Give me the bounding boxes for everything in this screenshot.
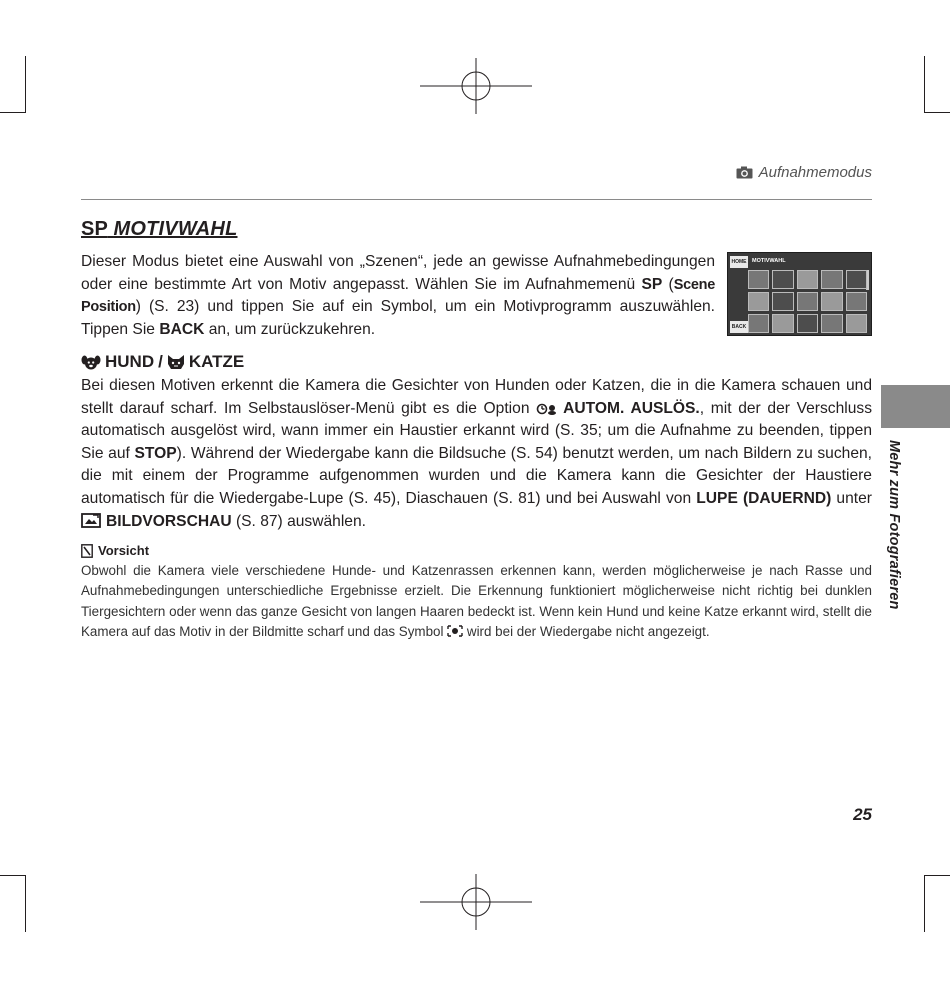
- home-button: HOME: [730, 256, 748, 268]
- chapter-tab: [881, 385, 950, 428]
- scene-thumbnail: [772, 270, 793, 289]
- scene-thumbnail: [748, 270, 769, 289]
- crop-mark: [924, 875, 950, 876]
- scene-grid: [748, 270, 867, 333]
- chapter-tab-label: Mehr zum Fotografieren: [886, 440, 902, 610]
- camera-screen-illustration: [727, 252, 872, 336]
- screen-title: MOTIVWAHL: [752, 258, 786, 264]
- scene-thumbnail: [821, 292, 842, 311]
- scene-thumbnail: [772, 292, 793, 311]
- section-heading-hund-katze: HUND / KATZE: [81, 352, 244, 372]
- scene-thumbnail: [797, 292, 818, 311]
- cat-icon: [167, 354, 185, 371]
- page-title: SP MOTIVWAHL: [81, 218, 238, 240]
- back-button: BACK: [730, 321, 748, 333]
- pet-detection-icon: [447, 625, 463, 637]
- scene-thumbnail: [821, 270, 842, 289]
- intro-paragraph: Dieser Modus bietet eine Auswahl von „Szenen“, jede an gewisse Aufnahmebedingungen oder eine bestimmte Art von Motiv angepasst. Wählen Sie im Aufnahmemenü SP (Scene Position) (S. 23) und tippen Sie auf ein Symbol, um ein Motivprogramm auszuwählen. Tippen Sie BACK an, um zurückzukehren.: [81, 253, 715, 338]
- playback-icon: [81, 513, 101, 528]
- caution-text: Obwohl die Kamera viele verschiedene Hunde- und Katzenrassen erkennen kann, werden möglicherweise je nach Rasse und Aufnahmebedingungen unterschiedliche Ergebnisse erzielt. Die Erkennung funktioniert möglicherweise nicht richtig bei dunklen Tiergesichtern oder wenn das ganze Gesicht von langen Haaren bedeckt ist. Wenn kein Hund und keine Katze erkannt wird, stellt die Kamera auf das Motiv in der Bildmitte scharf und das Symbol wird bei der Wiedergabe nicht angezeigt.: [81, 563, 872, 640]
- registration-mark-bottom: [420, 874, 532, 930]
- self-timer-pet-icon: [536, 401, 560, 415]
- body-paragraph: Bei diesen Motiven erkennt die Kamera die Gesichter von Hunden oder Katzen, die in die Kamera schauen und stellt darauf scharf. Im Selbstauslöser-Menü gibt es die Option AUTOM. AUSLÖS., mit der der Verschluss automatisch ausgelöst wird, wann immer ein Haustier erkannt wird (S. 35; um die Aufnahme zu beenden, tippen Sie auf STOP). Während der Wiedergabe kann die Bildsuche (S. 54) benutzt werden, um nach Bildern zu suchen, die mit einem der Programme aufgenommen wurden und die Kamera kann die Gesichter der Haustiere automatisch für die Wiedergabe-Lupe (S. 45), Diaschauen (S. 81) und bei Auswahl von LUPE (DAUERND) unter BILDVORSCHAU (S. 87) auswählen.: [81, 377, 872, 530]
- scene-thumbnail: [797, 314, 818, 333]
- scene-thumbnail: [748, 292, 769, 311]
- scene-thumbnail: [846, 314, 867, 333]
- scene-thumbnail: [846, 270, 867, 289]
- header-rule: [81, 199, 872, 200]
- crop-mark: [0, 112, 26, 113]
- scene-thumbnail: [821, 314, 842, 333]
- crop-mark: [924, 875, 925, 932]
- scene-thumbnail: [748, 314, 769, 333]
- crop-mark: [25, 875, 26, 932]
- crop-mark: [924, 56, 925, 113]
- caution-icon: [81, 544, 93, 558]
- scene-thumbnail: [846, 292, 867, 311]
- crop-mark: [924, 112, 950, 113]
- caution-heading: Vorsicht: [81, 543, 149, 558]
- scene-thumbnail: [797, 270, 818, 289]
- crop-mark: [0, 875, 26, 876]
- running-header: [736, 164, 872, 181]
- section-title: Aufnahmemodus: [758, 164, 872, 181]
- camera-icon: [736, 166, 753, 179]
- crop-mark: [25, 56, 26, 113]
- page-number: 25: [853, 805, 872, 824]
- registration-mark-top: [420, 58, 532, 114]
- scene-thumbnail: [772, 314, 793, 333]
- dog-icon: [81, 354, 101, 371]
